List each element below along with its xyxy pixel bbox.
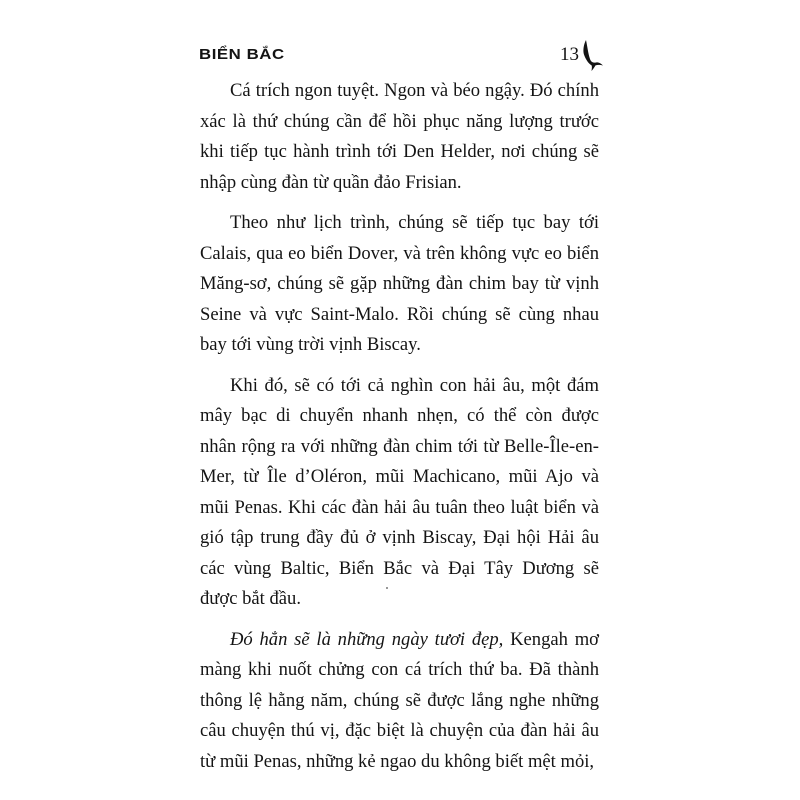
print-speck [386, 587, 388, 589]
italic-phrase: Đó hẳn sẽ là những ngày tươi đẹp, [230, 628, 504, 650]
seagull-icon [580, 38, 604, 72]
paragraph-3: Khi đó, sẽ có tới cả nghìn con hải âu, một đám mây bạc di chuyển nhanh nhẹn, có thể còn được nhân rộng ra với những đàn chim tới từ Belle-Île-en-Mer, từ Île d’Oléron, mũi Machicano, mũi Ajo và mũi Penas. Khi các đàn hải âu tuân theo luật biển và gió tập trung đầy đủ ở vịnh Biscay, Đại hội Hải âu các vùng Baltic, Biển Bắc và Đại Tây Dương sẽ được bắt đầu. [200, 374, 599, 609]
paragraph-2: Theo như lịch trình, chúng sẽ tiếp tục bay tới Calais, qua eo biển Dover, và trên không vực eo biển Măng-sơ, chúng sẽ gặp những đàn chim bay từ vịnh Seine và vực Saint-Malo. Rồi chúng sẽ cùng nhau bay tới vùng trời vịnh Biscay. [200, 212, 599, 355]
page-number: 13 [560, 44, 579, 65]
paragraph-4 [200, 625, 599, 778]
paragraph-4-text: Kengah mơ màng khi nuốt chửng con cá trích thứ ba. Đã thành thông lệ hằng năm, chúng sẽ được lắng nghe những câu chuyện thú vị, đặc biệt là chuyện của đàn hải âu từ mũi Penas, những kẻ ngao du không biết mệt mỏi, [200, 628, 599, 772]
body-text [200, 76, 599, 787]
running-head-title: BIỂN BẮC [199, 46, 285, 63]
paragraph-1: Cá trích ngon tuyệt. Ngon và béo ngậy. Đó chính xác là thứ chúng cần để hồi phục năng lượng trước khi tiếp tục hành trình tới Den Helder, nơi chúng sẽ nhập cùng đàn từ quần đảo Frisian. [200, 80, 599, 193]
